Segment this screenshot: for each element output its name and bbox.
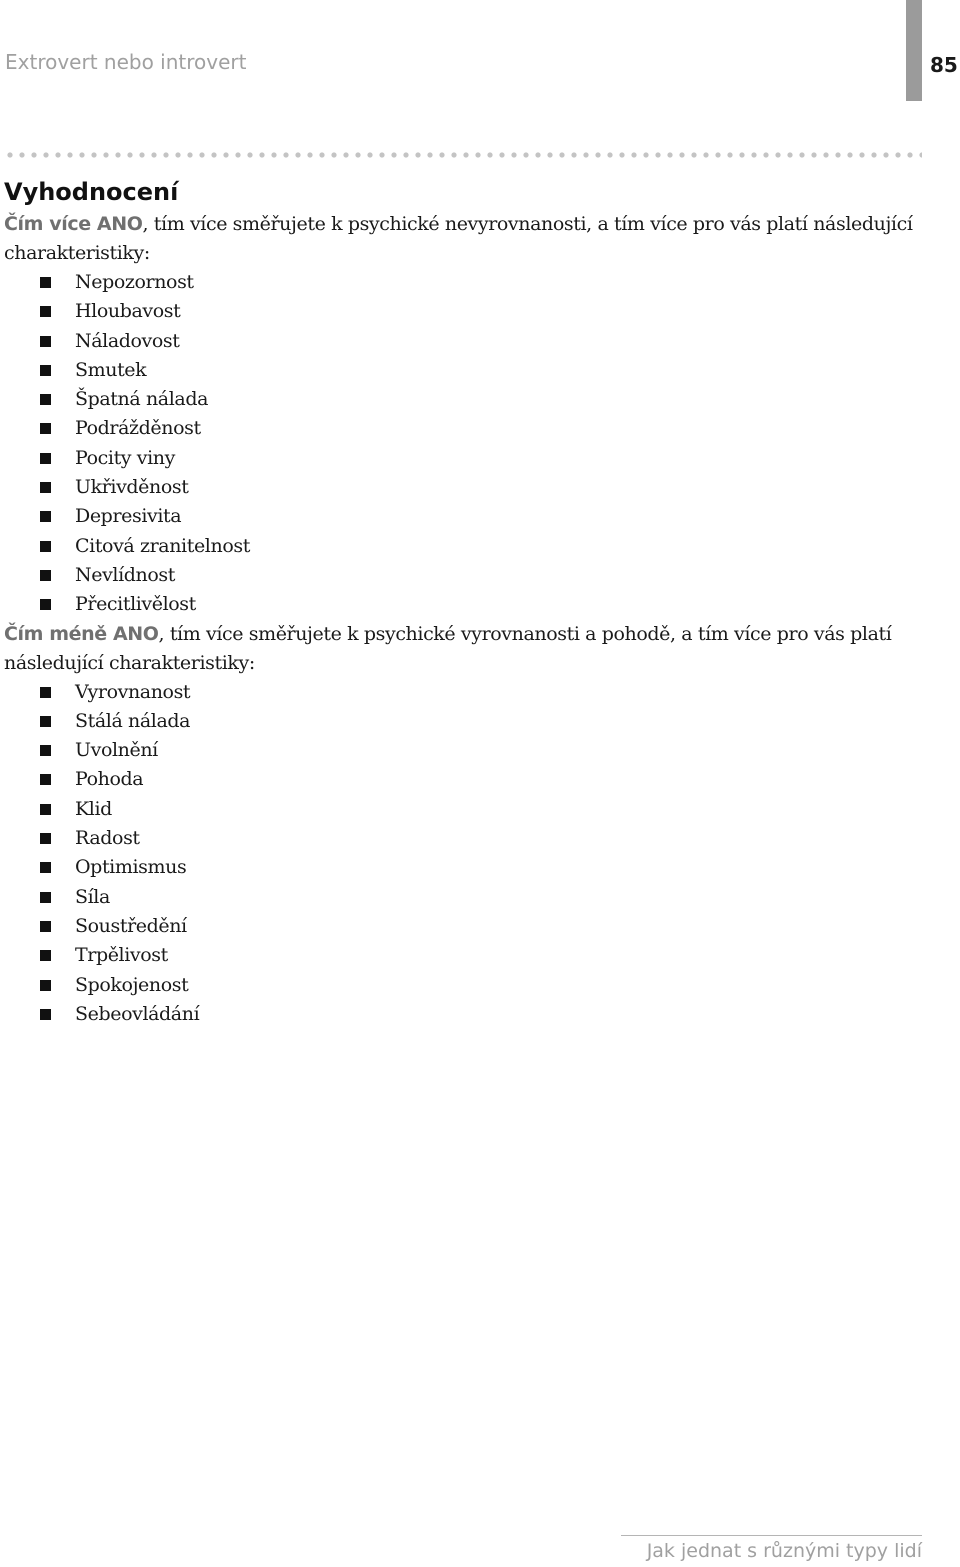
list-item bbox=[4, 678, 924, 707]
list-item bbox=[4, 473, 924, 502]
list-item bbox=[4, 795, 924, 824]
square-bullet-icon bbox=[40, 804, 51, 815]
list-item bbox=[4, 414, 924, 443]
footer-rule bbox=[621, 1535, 922, 1536]
list-item-label: Přecitlivělost bbox=[75, 593, 196, 616]
square-bullet-icon bbox=[40, 570, 51, 581]
list-item-label: Sebeovládání bbox=[75, 1002, 200, 1025]
list-item-label: Soustředění bbox=[75, 914, 187, 937]
list-item bbox=[4, 297, 924, 326]
list-item-label: Depresivita bbox=[75, 505, 182, 528]
square-bullet-icon bbox=[40, 833, 51, 844]
list-item-label: Podrážděnost bbox=[75, 417, 201, 440]
list-item bbox=[4, 502, 924, 531]
list-item-label: Stálá nálada bbox=[75, 709, 191, 732]
list-item-label: Nepozornost bbox=[75, 271, 194, 293]
list-item-label: Spokojenost bbox=[75, 973, 189, 996]
list-item bbox=[4, 765, 924, 794]
square-bullet-icon bbox=[40, 453, 51, 464]
square-bullet-icon bbox=[40, 394, 51, 405]
square-bullet-icon bbox=[40, 482, 51, 493]
list-item bbox=[4, 385, 924, 414]
square-bullet-icon bbox=[40, 687, 51, 698]
square-bullet-icon bbox=[40, 862, 51, 873]
page-number: 85 bbox=[930, 53, 958, 77]
square-bullet-icon bbox=[40, 336, 51, 347]
list-item bbox=[4, 561, 924, 590]
paragraph-less bbox=[4, 620, 924, 678]
square-bullet-icon bbox=[40, 277, 51, 288]
list-item-label: Klid bbox=[75, 797, 112, 820]
list-item bbox=[4, 824, 924, 853]
list-item bbox=[4, 736, 924, 765]
list-item-label: Špatná nálada bbox=[75, 388, 209, 411]
list-item bbox=[4, 912, 924, 941]
paragraph-less-text: , tím více směřujete k psychické vyrovnanosti a pohodě, a tím více pro vás platí následující charakteristiky: bbox=[4, 622, 892, 674]
running-head-title: Extrovert nebo introvert bbox=[5, 50, 247, 74]
list-less bbox=[4, 678, 924, 1030]
square-bullet-icon bbox=[40, 980, 51, 991]
list-item-label: Citová zranitelnost bbox=[75, 534, 250, 557]
square-bullet-icon bbox=[40, 599, 51, 610]
square-bullet-icon bbox=[40, 745, 51, 756]
list-item bbox=[4, 327, 924, 356]
list-item-label: Smutek bbox=[75, 358, 147, 381]
square-bullet-icon bbox=[40, 716, 51, 727]
list-more bbox=[4, 268, 924, 620]
list-item bbox=[4, 971, 924, 1000]
main-content bbox=[4, 176, 924, 1029]
list-item bbox=[4, 356, 924, 385]
paragraph-more-text: , tím více směřujete k psychické nevyrovnanosti, a tím více pro vás platí následující charakteristiky: bbox=[4, 213, 913, 264]
square-bullet-icon bbox=[40, 892, 51, 903]
list-item bbox=[4, 590, 924, 619]
list-item bbox=[4, 444, 924, 473]
list-item-label: Nevlídnost bbox=[75, 563, 175, 586]
list-item-label: Pohoda bbox=[75, 768, 144, 791]
footer-book-title: Jak jednat s různými typy lidí bbox=[646, 1540, 922, 1562]
list-item-label: Vyrovnanost bbox=[75, 680, 191, 703]
square-bullet-icon bbox=[40, 541, 51, 552]
paragraph-less-lead: Čím méně ANO bbox=[4, 622, 159, 645]
square-bullet-icon bbox=[40, 1009, 51, 1020]
square-bullet-icon bbox=[40, 774, 51, 785]
list-item-label: Hloubavost bbox=[75, 300, 181, 323]
list-item bbox=[4, 707, 924, 736]
list-item bbox=[4, 941, 924, 970]
square-bullet-icon bbox=[40, 365, 51, 376]
list-item-label: Náladovost bbox=[75, 329, 180, 352]
list-item bbox=[4, 1000, 924, 1029]
list-item bbox=[4, 268, 924, 297]
square-bullet-icon bbox=[40, 511, 51, 522]
square-bullet-icon bbox=[40, 423, 51, 434]
square-bullet-icon bbox=[40, 950, 51, 961]
list-item bbox=[4, 883, 924, 912]
list-item-label: Pocity viny bbox=[75, 446, 175, 469]
list-item bbox=[4, 532, 924, 561]
section-heading: Vyhodnocení bbox=[4, 178, 179, 206]
paragraph-more bbox=[4, 210, 924, 268]
list-item-label: Uvolnění bbox=[75, 739, 158, 762]
list-item-label: Trpělivost bbox=[75, 944, 168, 967]
list-item-label: Optimismus bbox=[75, 856, 187, 879]
square-bullet-icon bbox=[40, 921, 51, 932]
list-item-label: Síla bbox=[75, 885, 110, 908]
list-item-label: Radost bbox=[75, 827, 140, 850]
dotted-divider bbox=[4, 152, 922, 158]
paragraph-more-lead: Čím více ANO bbox=[4, 213, 143, 235]
page-tab-marker bbox=[906, 0, 922, 101]
square-bullet-icon bbox=[40, 306, 51, 317]
list-item bbox=[4, 853, 924, 882]
list-item-label: Ukřivděnost bbox=[75, 476, 189, 499]
